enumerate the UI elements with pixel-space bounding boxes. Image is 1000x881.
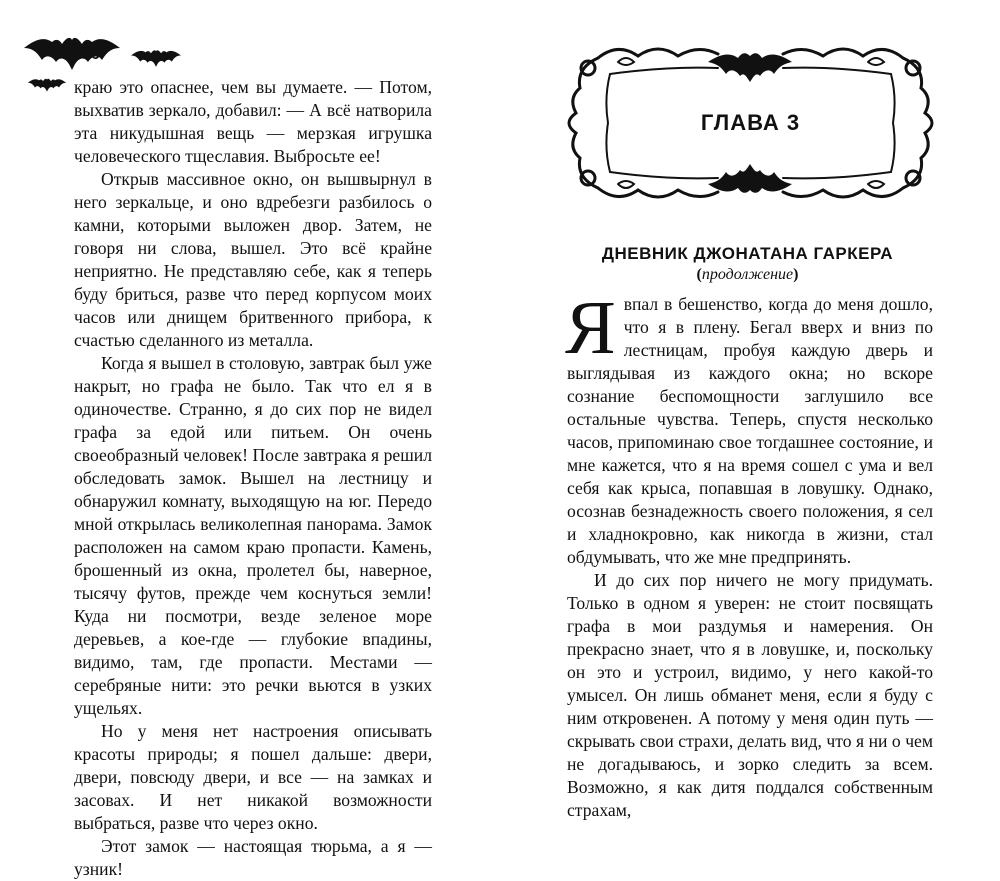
chapter-frame	[558, 38, 943, 208]
section-subtitle	[560, 266, 935, 284]
paragraph: Но у меня нет настроения описывать красоты природы; я пошел дальше: двери, двери, повсюду двери, и все — на замках и засовах. И нет никакой возможности выбраться, разве что через окно.	[74, 721, 432, 833]
paragraph	[565, 286, 933, 569]
bat-icon	[26, 74, 68, 94]
drop-cap: Я	[565, 286, 616, 370]
bat-icon	[22, 26, 122, 76]
bat-icon	[130, 44, 182, 70]
subtitle-text: продолжение	[701, 266, 794, 283]
first-paragraph-text: впал в бешенство, когда до меня дошло, что я в плену. Бегал вверх и вниз по лестницам, пробуя каждую дверь и выглядывая из каждого окна; но вскоре сознание беспомощности заглушило все остальные чувства. Теперь, спустя несколько часов, припоминаю свое тогдашнее состояние, и мне кажется, что я на время сошел с ума и вел себя как крыса, попавшая в ловушку. Однако, осознав безнадежность своего положения, я сел и хладнокровно, как никогда в жизни, стал обдумывать, что же мне предпринять.	[567, 294, 933, 567]
page-number: 46	[82, 46, 100, 63]
paragraph: Когда я вышел в столовую, завтрак был уже накрыт, но графа не было. Так что ел я в одиночестве. Странно, я до сих пор не видел графа за едой или питьем. Он очень своеобразный человек! После завтрака я решил обследовать замок. Вышел на лестницу и обнаружил комнату, выходящую на юг. Передо мной открылась великолепная панорама. Замок расположен на самом краю пропасти. Камень, брошенный из окна, пролетел бы, наверное, тысячу футов, прежде чем коснуться земли! Куда ни посмотри, везде зеленое море деревьев, а кое-где — глубокие впадины, видимо, там, где пропасти. Местами — серебряные нити: это речки вьются в узких ущельях.	[74, 353, 432, 718]
paragraph: И до сих пор ничего не могу придумать. Только в одном я уверен: не стоит посвящать графа в мои раздумья и намерения. Он прекрасно знает, что я в ловушке, и, поскольку он это и устроил, видимо, у него какой-то умысел. Он лишь обманет меня, если я буду с ним откровенен. А потому у меня один путь — скрывать свои страхи, делать вид, что я ни о чем не догадываюсь, и зорко следить за всем. Возможно, я как дитя поддался собственным страхам,	[567, 570, 933, 820]
subtitle-paren-close: )	[793, 266, 799, 283]
paragraph: краю это опаснее, чем вы думаете. — Потом, выхватив зеркало, добавил: — А всё натворила эта никудышная вещь — мерзкая игрушка человеческого тщеславия. Выбросьте ее!	[74, 77, 432, 166]
left-page-body	[74, 76, 432, 881]
chapter-title: ГЛАВА 3	[700, 110, 801, 135]
paragraph: Этот замок — настоящая тюрьма, а я — узник!	[74, 836, 432, 879]
subtitle-paren-open: (	[696, 266, 702, 283]
right-page-body	[565, 286, 933, 822]
paragraph: Открыв массивное окно, он вышвырнул в него зеркальце, и оно вдребезги разбилось о камни, которыми выложен двор. Затем, не говоря ни слова, вышел. Это всё крайне неприятно. Не представляю себе, как я теперь буду бриться, разве что перед корпусом моих часов или днищем бритвенного прибора, к счастью сделанного из металла.	[74, 169, 432, 350]
section-title: ДНЕВНИК ДЖОНАТАНА ГАРКЕРА	[601, 244, 894, 263]
